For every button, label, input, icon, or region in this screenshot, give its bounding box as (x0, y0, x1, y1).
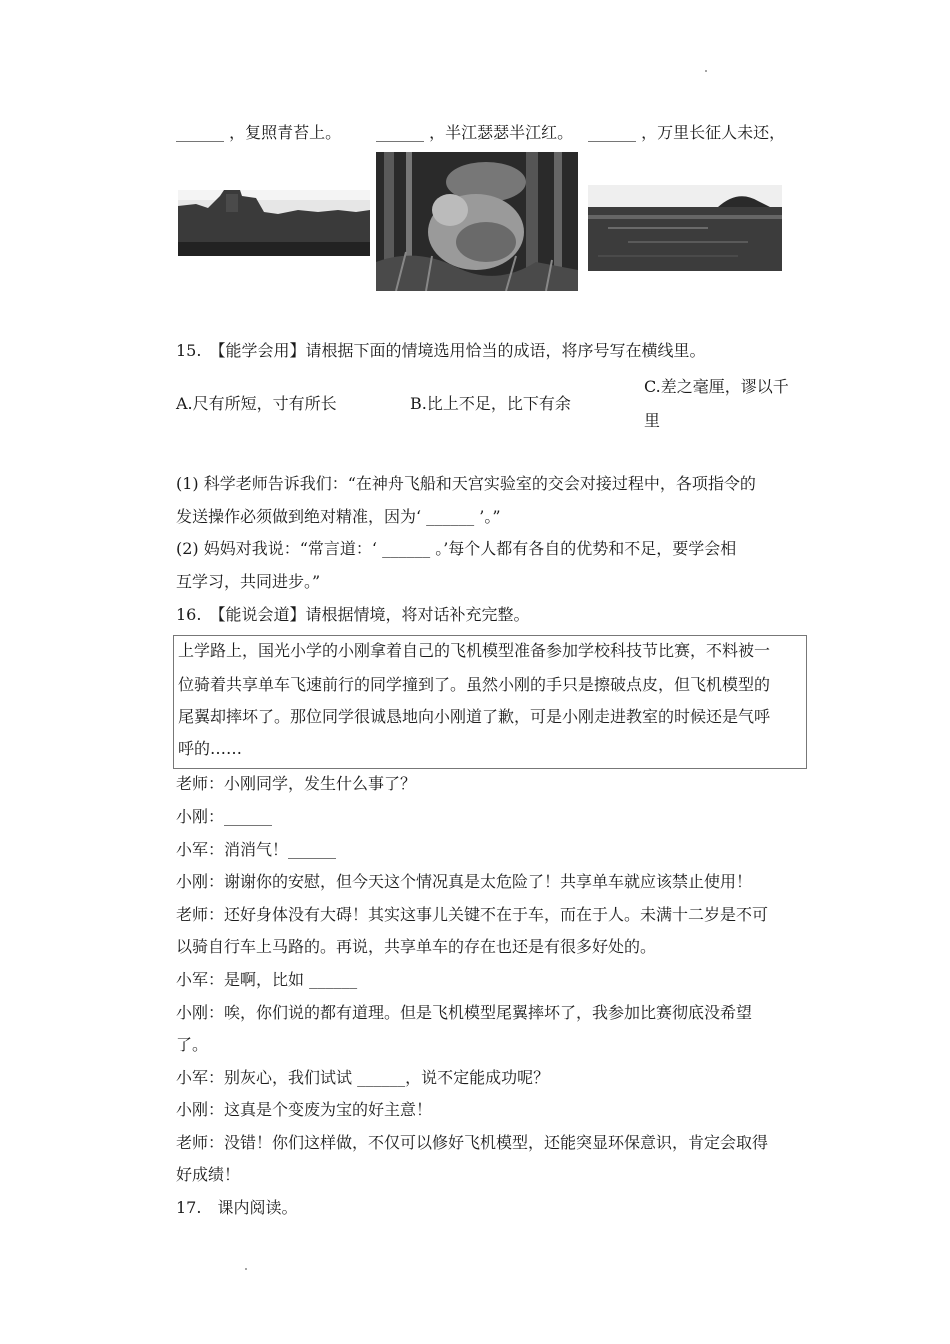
q15-option-c-line1: C.差之毫厘，谬以千 (644, 377, 789, 396)
q15-title: 15. 【能学会用】请根据下面的情境选用恰当的成语，将序号写在横线里。 (176, 341, 706, 360)
q15-sub2-line1: (2) 妈妈对我说：“常言道：‘ ______ 。’每个人都有各自的优势和不足，要学会相 (176, 539, 737, 558)
q15-option-b: B.比上不足，比下有余 (410, 394, 571, 413)
q15-sub1-line1: (1) 科学老师告诉我们：“在神舟飞船和天宫实验室的交会对接过程中，各项指令的 (176, 474, 756, 493)
poem-blank-3: ______ ，万里长征人未还， (588, 123, 786, 142)
poem-blank-2: ______ ，半江瑟瑟半江红。 (376, 123, 574, 142)
dialogue-line: 小刚：谢谢你的安慰，但今天这个情况真是太危险了！共享单车就应该禁止使用！ (176, 872, 753, 891)
river-sunset-image (588, 185, 782, 271)
scenario-box (173, 635, 807, 769)
dialogue-line: 老师：小刚同学，发生什么事了？ (176, 774, 417, 793)
dialogue-line: 小刚：唉，你们说的都有道理。但是飞机模型尾翼摔坏了，我参加比赛彻底没希望 (176, 1003, 753, 1022)
speck (245, 1268, 247, 1270)
dialogue-line: 小刚：这真是个变废为宝的好主意！ (176, 1100, 433, 1119)
dialogue-line: 好成绩！ (176, 1165, 241, 1184)
q15-option-a: A.尺有所短，寸有所长 (176, 394, 337, 413)
dialogue-line: 老师：还好身体没有大碍！其实这事儿关键不在于车，而在于人。未满十二岁是不可 (176, 905, 769, 924)
great-wall-image (178, 190, 370, 256)
q15-sub1-line2: 发送操作必须做到绝对精准，因为‘ ______ ’。” (176, 507, 501, 526)
dialogue-line: 老师：没错！你们这样做，不仅可以修好飞机模型，还能突显环保意识，肯定会取得 (176, 1133, 769, 1152)
q15-sub2-line2: 互学习，共同进步。” (176, 572, 321, 591)
speck (705, 70, 707, 72)
q17-title: 17. 课内阅读。 (176, 1198, 298, 1217)
dialogue-line: 了。 (176, 1035, 209, 1054)
dialogue-line: 小刚：______ (176, 807, 273, 826)
scenario-line: 尾翼却摔坏了。那位同学很诚恳地向小刚道了歉，可是小刚走进教室的时候还是气呼 (178, 707, 771, 726)
q16-title: 16. 【能说会道】请根据情境，将对话补充完整。 (176, 605, 530, 624)
scenario-line: 上学路上，国光小学的小刚拿着自己的飞机模型准备参加学校科技节比赛，不料被一 (178, 641, 771, 660)
q15-option-c-line2: 里 (644, 411, 661, 430)
poem-blank-1: ______ ，复照青苔上。 (176, 123, 342, 142)
dialogue-line: 小军：别灰心，我们试试 ______，说不定能成功呢？ (176, 1068, 550, 1087)
dialogue-line: 以骑自行车上马路的。再说，共享单车的存在也还是有很多好处的。 (176, 937, 657, 956)
dialogue-line: 小军：消消气！______ (176, 840, 337, 859)
dialogue-line: 小军：是啊，比如 ______ (176, 970, 358, 989)
forest-animal-image (376, 152, 578, 291)
scenario-line: 位骑着共享单车飞速前行的同学撞到了。虽然小刚的手只是擦破点皮，但飞机模型的 (178, 675, 771, 694)
scenario-line: 呼的…… (178, 739, 243, 758)
